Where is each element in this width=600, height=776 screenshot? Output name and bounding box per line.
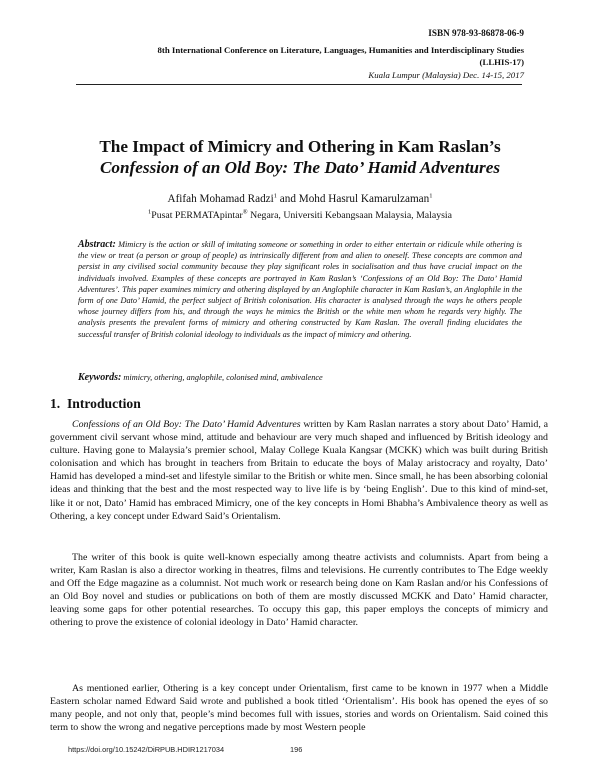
affiliation bbox=[60, 210, 540, 221]
conference-name: 8th International Conference on Literature, Languages, Humanities and Interdisciplinary Studies bbox=[157, 45, 524, 55]
author-2: Mohd Hasrul Kamarulzaman bbox=[298, 193, 430, 205]
body-paragraph-1 bbox=[50, 418, 548, 523]
keywords-text: mimicry, othering, anglophile, colonised mind, ambivalence bbox=[121, 373, 323, 382]
body-paragraph-3 bbox=[50, 682, 548, 734]
paragraph-1-text: written by Kam Raslan narrates a story about Dato’ Hamid, a government civil servant whose mind, attitude and behaviour are very much shaped and influenced by British ideology and culture. Having gone to Malaysia’s premier school, Malay College Kuala Kangsar (MCKK) which was built during British colonisation and which has brought in teachers from Britain to educate the boys of Malay aristocracy and royalty, Dato’ Hamid has developed a mind-set and lifestyle similar to the British or white men. Since small, he has been absorbing colonial ideas and thinking that the best and the most respected way to live life is by ‘being English’. Due to this kind of mind-set, like it or not, Dato’ Hamid has embraced Mimicry, one of the key concepts in Homi Bhabha’s Ambivalence theory as well as Othering, a key concept under Edward Said’s Orientalism. bbox=[50, 419, 549, 522]
affiliation-mark: 1 bbox=[148, 208, 152, 216]
paper-title-line-1: The Impact of Mimicry and Othering in Kam Raslan’s bbox=[99, 137, 501, 156]
paragraph-3-text: As mentioned earlier, Othering is a key concept under Orientalism, first came to be known in 1977 when a Middle Eastern scholar named Edward Said wrote and published a book titled ‘Orientalism’. His book has opened the eyes of so many people, and not only that, people’s mind becomes full with issues, stories and words on Orientalism. Said coined this term to show the wrong and negative perceptions made by most Western people bbox=[50, 683, 548, 734]
footer-doi: https://doi.org/10.15242/DiRPUB.HDIR1217034 bbox=[68, 745, 225, 754]
abstract-text: Mimicry is the action or skill of imitating someone or something in order to either entertain or ridicule while othering is the view or treat (a person or group of people) as intrinsically different from and alien to oneself. These concepts are common and persist in any civilised social community because they play significant roles in socialisation and thus have crucial impact on the individuals involved. Examples of these concepts are portrayed in Kam Raslan’s ‘Confessions of an Old Boy: The Dato’ Hamid Adventures’. This paper examines mimicry and othering displayed by an Anglophile character in Kam Raslan’s, an Anglophile in the form of one Dato’ Hamid, the perfect subject of British colonisation. His character is analysed through the ways he others people whose journey differs from his, and through the ways he mimics the British or the white men whom he regards very highly. The analysis presents the prevalent forms of mimicry and othering constructed by Kam Raslan. The overall finding elucidates the successful transfer of British colonial ideology to individuals as the impact of mimicry and othering. bbox=[78, 240, 522, 339]
isbn-line: ISBN 978-93-86878-06-9 bbox=[428, 28, 524, 38]
keywords-label: Keywords: bbox=[78, 372, 122, 383]
abstract-label: Abstract: bbox=[78, 239, 116, 250]
header-rule bbox=[76, 84, 522, 85]
section-number: 1. bbox=[50, 396, 61, 411]
affiliation-name: Pusat PERMATApintar bbox=[151, 210, 243, 221]
keywords bbox=[78, 372, 522, 383]
abstract bbox=[78, 239, 522, 340]
author-1-affiliation-mark: 1 bbox=[273, 192, 277, 200]
author-joiner: and bbox=[277, 193, 299, 205]
section-title: Introduction bbox=[67, 396, 141, 411]
registered-mark: ® bbox=[242, 208, 248, 216]
author-list bbox=[60, 193, 540, 205]
paper-title-line-2: Confession of an Old Boy: The Dato’ Hamid Adventures bbox=[99, 158, 501, 177]
paragraph-2-text: The writer of this book is quite well-known especially among theatre activists and columnists. Apart from being a writer, Kam Raslan is also a director working in theatres, films and televisions. He currently contributes to The Edge weekly and Off the Edge magazine as a columnist. Not much work or research being done on Kam Raslan and/or his Confessions of an Old Boy novel and studies or publications on both of them are mostly discussed MCKK and Dato’ Hamid character, leaving some gaps for other potential researches. To occupy this gap, this paper employs the concepts of mimicry and othering to prove the existence of colonial ideology in Dato’ Hamid character. bbox=[50, 552, 548, 629]
affiliation-rest: Negara, Universiti Kebangsaan Malaysia, Malaysia bbox=[247, 210, 452, 221]
conference-abbreviation: (LLHIS-17) bbox=[479, 57, 524, 67]
body-paragraph-2 bbox=[50, 551, 548, 630]
book-title-reference: Confessions of an Old Boy: The Dato’ Hamid Adventures bbox=[72, 419, 301, 430]
conference-place-date: Kuala Lumpur (Malaysia) Dec. 14-15, 2017 bbox=[368, 70, 524, 80]
section-heading-introduction bbox=[50, 396, 141, 412]
author-1: Afifah Mohamad Radzi bbox=[167, 193, 274, 205]
author-2-affiliation-mark: 1 bbox=[429, 192, 433, 200]
page-number: 196 bbox=[290, 745, 303, 754]
